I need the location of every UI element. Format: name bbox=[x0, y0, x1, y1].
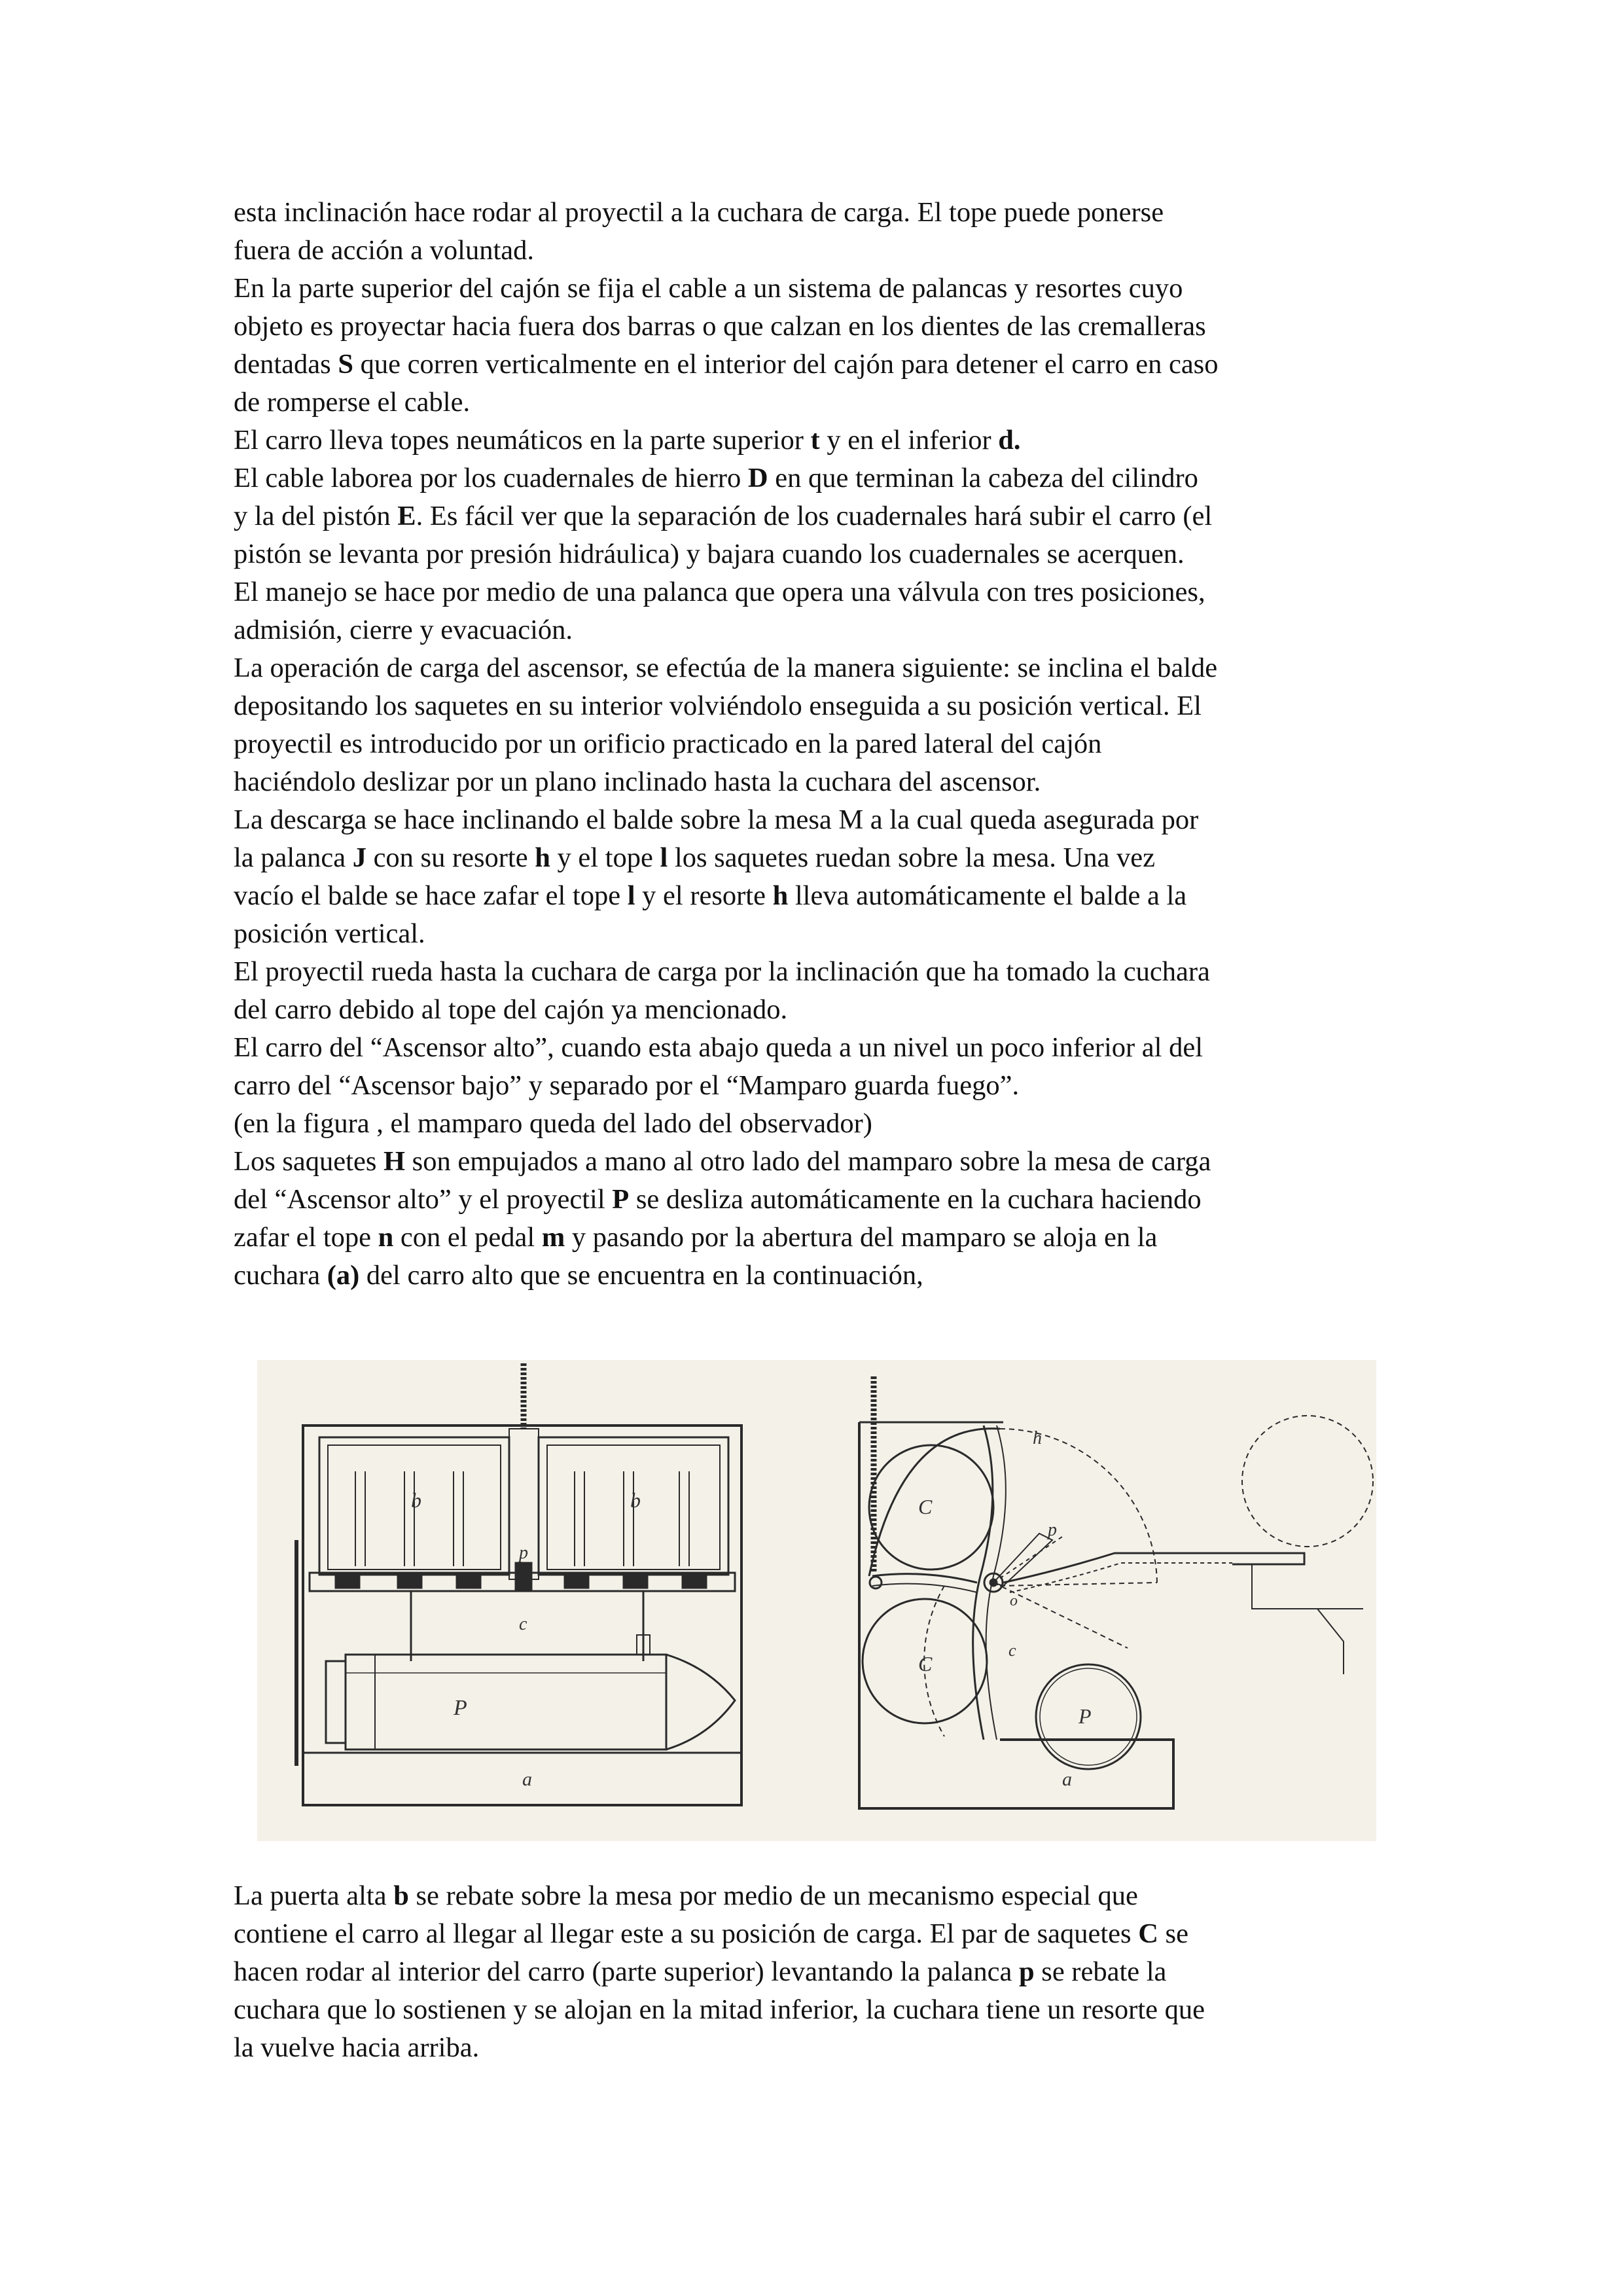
text-run: y la del pistón bbox=[234, 501, 398, 531]
text-run: del “Ascensor alto” y el proyectil bbox=[234, 1184, 613, 1215]
text-line bbox=[234, 1991, 1412, 2029]
text-line bbox=[234, 2029, 1412, 2067]
bold-term: l bbox=[660, 842, 668, 873]
text-run: El carro del “Ascensor alto”, cuando esta abajo queda a un nivel un poco inferior al del bbox=[234, 1032, 1204, 1063]
text-line bbox=[234, 1219, 1412, 1257]
left-label-c: c bbox=[519, 1614, 527, 1634]
bold-term: C bbox=[1138, 1918, 1158, 1949]
text-run: hacen rodar al interior del carro (parte superior) levantando la palanca bbox=[234, 1956, 1020, 1987]
bold-term: h bbox=[535, 842, 550, 873]
text-line bbox=[234, 991, 1412, 1029]
text-run: los saquetes ruedan sobre la mesa. Una vez bbox=[668, 842, 1155, 873]
text-run: y en el inferior bbox=[819, 425, 999, 456]
right-label-C2: C bbox=[918, 1652, 933, 1676]
text-run: dentadas bbox=[234, 349, 338, 380]
text-line bbox=[234, 1181, 1412, 1219]
text-run: (en la figura , el mamparo queda del lado del observador) bbox=[234, 1108, 872, 1139]
bold-term: E bbox=[397, 501, 416, 531]
text-line bbox=[234, 1877, 1412, 1915]
bold-term: d. bbox=[998, 425, 1021, 456]
left-carriage-drawing bbox=[296, 1363, 741, 1805]
text-line bbox=[234, 801, 1412, 839]
right-label-o: o bbox=[1010, 1592, 1018, 1609]
text-run: que corren verticalmente en el interior del cajón para detener el carro en caso bbox=[353, 349, 1219, 380]
text-run: del carro debido al tope del cajón ya mencionado. bbox=[234, 994, 788, 1025]
left-label-p: p bbox=[519, 1543, 528, 1563]
text-run: en que terminan la cabeza del cilindro bbox=[768, 463, 1198, 493]
text-line bbox=[234, 1029, 1412, 1067]
text-run: son empujados a mano al otro lado del mamparo sobre la mesa de carga bbox=[405, 1146, 1211, 1177]
text-line bbox=[234, 1105, 1412, 1143]
text-line bbox=[234, 1143, 1412, 1181]
text-run: depositando los saquetes en su interior volviéndolo enseguida a su posición vertical. El bbox=[234, 691, 1202, 721]
text-run: La operación de carga del ascensor, se efectúa de la manera siguiente: se inclina el balde bbox=[234, 653, 1218, 683]
bold-term: P bbox=[612, 1184, 630, 1215]
text-run: La puerta alta bbox=[234, 1880, 394, 1911]
text-run: La descarga se hace inclinando el balde sobre la mesa M a la cual queda asegurada por bbox=[234, 804, 1199, 835]
text-line bbox=[234, 649, 1412, 687]
text-line bbox=[234, 422, 1412, 459]
text-run: se bbox=[1158, 1918, 1188, 1949]
text-run: objeto es proyectar hacia fuera dos barras o que calzan en los dientes de las cremalleras bbox=[234, 311, 1206, 342]
text-run: con el pedal bbox=[393, 1222, 542, 1253]
text-line bbox=[234, 194, 1412, 232]
bold-term: t bbox=[810, 425, 820, 456]
bold-term: h bbox=[772, 880, 789, 911]
right-label-a: a bbox=[1062, 1768, 1072, 1790]
text-run: El carro lleva topes neumáticos en la parte superior bbox=[234, 425, 811, 456]
right-label-p: p bbox=[1048, 1520, 1057, 1540]
text-run: se rebate la bbox=[1034, 1956, 1167, 1987]
text-run: carro del “Ascensor bajo” y separado por el “Mamparo guarda fuego”. bbox=[234, 1070, 1020, 1101]
text-line bbox=[234, 535, 1412, 573]
bold-term: n bbox=[378, 1222, 394, 1253]
text-line bbox=[234, 384, 1412, 422]
text-run: El proyectil rueda hasta la cuchara de carga por la inclinación que ha tomado la cuchara bbox=[234, 956, 1210, 987]
text-run: En la parte superior del cajón se fija el cable a un sistema de palancas y resortes cuyo bbox=[234, 273, 1183, 304]
right-label-h: h bbox=[1033, 1428, 1042, 1448]
text-line bbox=[234, 1953, 1412, 1991]
left-label-b1: b bbox=[411, 1488, 421, 1512]
text-line bbox=[234, 270, 1412, 308]
right-label-P: P bbox=[1079, 1704, 1092, 1728]
text-line bbox=[234, 839, 1412, 877]
text-run: vacío el balde se hace zafar el tope bbox=[234, 880, 628, 911]
text-line bbox=[234, 497, 1412, 535]
text-run: cuchara que lo sostienen y se alojan en la mitad inferior, la cuchara tiene un resorte que bbox=[234, 1994, 1205, 2025]
text-run: con su resorte bbox=[366, 842, 535, 873]
text-run: zafar el tope bbox=[234, 1222, 378, 1253]
text-run: cuchara bbox=[234, 1260, 327, 1291]
right-section-drawing bbox=[859, 1376, 1373, 1808]
text-line bbox=[234, 763, 1412, 801]
bold-term: m bbox=[541, 1222, 565, 1253]
bold-term: b bbox=[393, 1880, 409, 1911]
bold-term: H bbox=[383, 1146, 406, 1177]
text-run: esta inclinación hace rodar al proyectil a la cuchara de carga. El tope puede ponerse bbox=[234, 197, 1164, 228]
text-line bbox=[234, 611, 1412, 649]
text-run: la palanca bbox=[234, 842, 353, 873]
text-line bbox=[234, 1915, 1412, 1953]
text-run: lleva automáticamente el balde a la bbox=[788, 880, 1187, 911]
text-run: contiene el carro al llegar al llegar este a su posición de carga. El par de saquetes bbox=[234, 1918, 1139, 1949]
left-label-a: a bbox=[522, 1768, 532, 1790]
text-run: la vuelve hacia arriba. bbox=[234, 2032, 480, 2063]
text-run: proyectil es introducido por un orificio practicado en la pared lateral del cajón bbox=[234, 728, 1102, 759]
text-run: El cable laborea por los cuadernales de hierro bbox=[234, 463, 748, 493]
text-line bbox=[234, 953, 1412, 991]
text-run: fuera de acción a voluntad. bbox=[234, 235, 535, 266]
bold-term: D bbox=[747, 463, 768, 493]
text-run: Los saquetes bbox=[234, 1146, 383, 1177]
body-text-bottom bbox=[234, 1877, 1412, 2067]
right-label-c: c bbox=[1008, 1641, 1016, 1660]
body-text-top bbox=[234, 194, 1412, 1295]
left-label-P: P bbox=[454, 1696, 467, 1720]
text-line bbox=[234, 1067, 1412, 1105]
text-run: del carro alto que se encuentra en la continuación, bbox=[359, 1260, 923, 1291]
text-line bbox=[234, 459, 1412, 497]
text-run: y el tope bbox=[550, 842, 660, 873]
text-run: y pasando por la abertura del mamparo se aloja en la bbox=[565, 1222, 1158, 1253]
text-run: admisión, cierre y evacuación. bbox=[234, 615, 573, 645]
text-line bbox=[234, 915, 1412, 953]
text-run: de romperse el cable. bbox=[234, 387, 471, 418]
text-run: El manejo se hace por medio de una palanca que opera una válvula con tres posiciones, bbox=[234, 577, 1205, 607]
text-run: pistón se levanta por presión hidráulica) y bajara cuando los cuadernales se acerquen. bbox=[234, 539, 1185, 569]
left-label-b2: b bbox=[630, 1488, 641, 1512]
bold-term: S bbox=[338, 349, 353, 380]
ammunition-hoist-figure bbox=[257, 1360, 1376, 1841]
text-run: . Es fácil ver que la separación de los cuadernales hará subir el carro (el bbox=[416, 501, 1213, 531]
bold-term: p bbox=[1019, 1956, 1035, 1987]
bold-term: l bbox=[627, 880, 635, 911]
text-line bbox=[234, 687, 1412, 725]
text-line bbox=[234, 308, 1412, 346]
text-run: y el resorte bbox=[635, 880, 773, 911]
text-line bbox=[234, 725, 1412, 763]
bold-term: J bbox=[352, 842, 366, 873]
text-run: se desliza automáticamente en la cuchara haciendo bbox=[629, 1184, 1202, 1215]
text-run: se rebate sobre la mesa por medio de un mecanismo especial que bbox=[408, 1880, 1138, 1911]
text-line bbox=[234, 1257, 1412, 1295]
text-run: haciéndolo deslizar por un plano inclinado hasta la cuchara del ascensor. bbox=[234, 766, 1041, 797]
text-run: posición vertical. bbox=[234, 918, 425, 949]
text-line bbox=[234, 573, 1412, 611]
text-line bbox=[234, 232, 1412, 270]
text-line bbox=[234, 346, 1412, 384]
text-line bbox=[234, 877, 1412, 915]
right-label-C1: C bbox=[918, 1495, 933, 1518]
bold-term: (a) bbox=[327, 1260, 360, 1291]
